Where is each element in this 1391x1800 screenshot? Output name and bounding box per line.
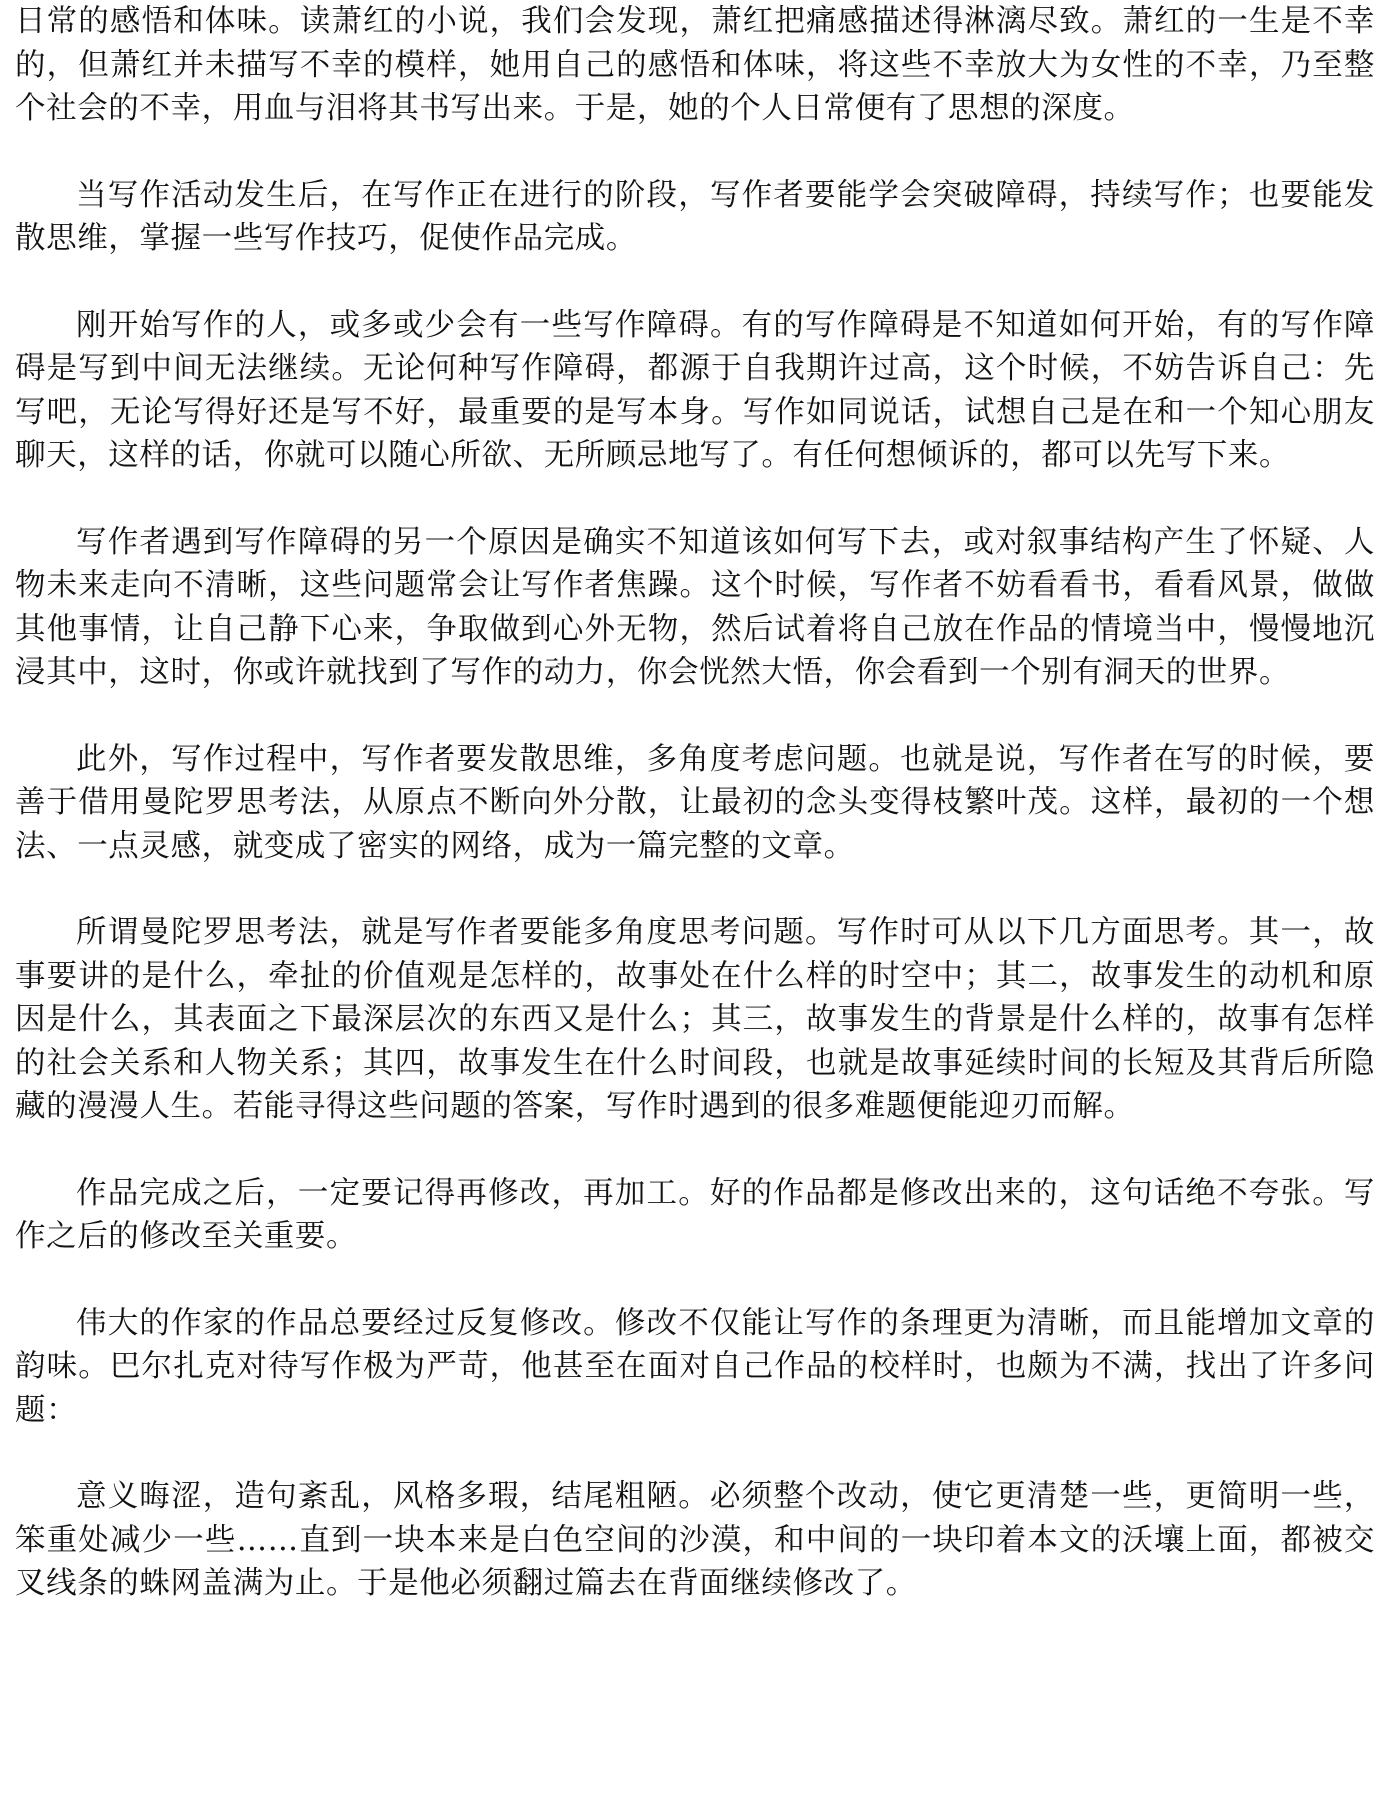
paragraph-3: 刚开始写作的人，或多或少会有一些写作障碍。有的写作障碍是不知道如何开始，有的写作障碍是写到中间无法继续。无论何种写作障碍，都源于自我期许过高，这个时候，不妨告诉自己：先写吧，无论写得好还是写不好，最重要的是写本身。写作如同说话，试想自己是在和一个知心朋友聊天，这样的话，你就可以随心所欲、无所顾忌地写了。有任何想倾诉的，都可以先写下来。 bbox=[15, 307, 1375, 473]
paragraph-9: 意义晦涩，造句紊乱，风格多瑕，结尾粗陋。必须整个改动，使它更清楚一些，更简明一些，笨重处减少一些……直到一块本来是白色空间的沙漠，和中间的一块印着本文的沃壤上面，都被交叉线条的蛛网盖满为止。于是他必须翻过篇去在背面继续修改了。 bbox=[15, 1479, 1375, 1601]
paragraph-6: 所谓曼陀罗思考法，就是写作者要能多角度思考问题。写作时可从以下几方面思考。其一，故事要讲的是什么，牵扯的价值观是怎样的，故事处在什么样的时空中；其二，故事发生的动机和原因是什么，其表面之下最深层次的东西又是什么；其三，故事发生的背景是什么样的，故事有怎样的社会关系和人物关系；其四，故事发生在什么时间段，也就是故事延续时间的长短及其背后所隐藏的漫漫人生。若能寻得这些问题的答案，写作时遇到的很多难题便能迎刃而解。 bbox=[15, 915, 1375, 1124]
paragraph-1: 日常的感悟和体味。读萧红的小说，我们会发现，萧红把痛感描述得淋漓尽致。萧红的一生是不幸的，但萧红并未描写不幸的模样，她用自己的感悟和体味，将这些不幸放大为女性的不幸，乃至整个社会的不幸，用血与泪将其书写出来。于是，她的个人日常便有了思想的深度。 bbox=[15, 4, 1375, 126]
paragraph-8: 伟大的作家的作品总要经过反复修改。修改不仅能让写作的条理更为清晰，而且能增加文章的韵味。巴尔扎克对待写作极为严苛，他甚至在面对自己作品的校样时，也颇为不满，找出了许多问题： bbox=[15, 1305, 1375, 1428]
paragraph-7: 作品完成之后，一定要记得再修改，再加工。好的作品都是修改出来的，这句话绝不夸张。写作之后的修改至关重要。 bbox=[15, 1175, 1375, 1254]
paragraph-4: 写作者遇到写作障碍的另一个原因是确实不知道该如何写下去，或对叙事结构产生了怀疑、人物未来走向不清晰，这些问题常会让写作者焦躁。这个时候，写作者不妨看看书，看看风景，做做其他事情，让自己静下心来，争取做到心外无物，然后试着将自己放在作品的情境当中，慢慢地沉浸其中，这时，你或许就找到了写作的动力，你会恍然大悟，你会看到一个别有洞天的世界。 bbox=[15, 524, 1375, 690]
document-page bbox=[15, 0, 1375, 1649]
paragraph-5: 此外，写作过程中，写作者要发散思维，多角度考虑问题。也就是说，写作者在写的时候，要善于借用曼陀罗思考法，从原点不断向外分散，让最初的念头变得枝繁叶茂。这样，最初的一个想法、一点灵感，就变成了密实的网络，成为一篇完整的文章。 bbox=[15, 741, 1375, 864]
paragraph-2: 当写作活动发生后，在写作正在进行的阶段，写作者要能学会突破障碍，持续写作；也要能发散思维，掌握一些写作技巧，促使作品完成。 bbox=[15, 177, 1375, 256]
